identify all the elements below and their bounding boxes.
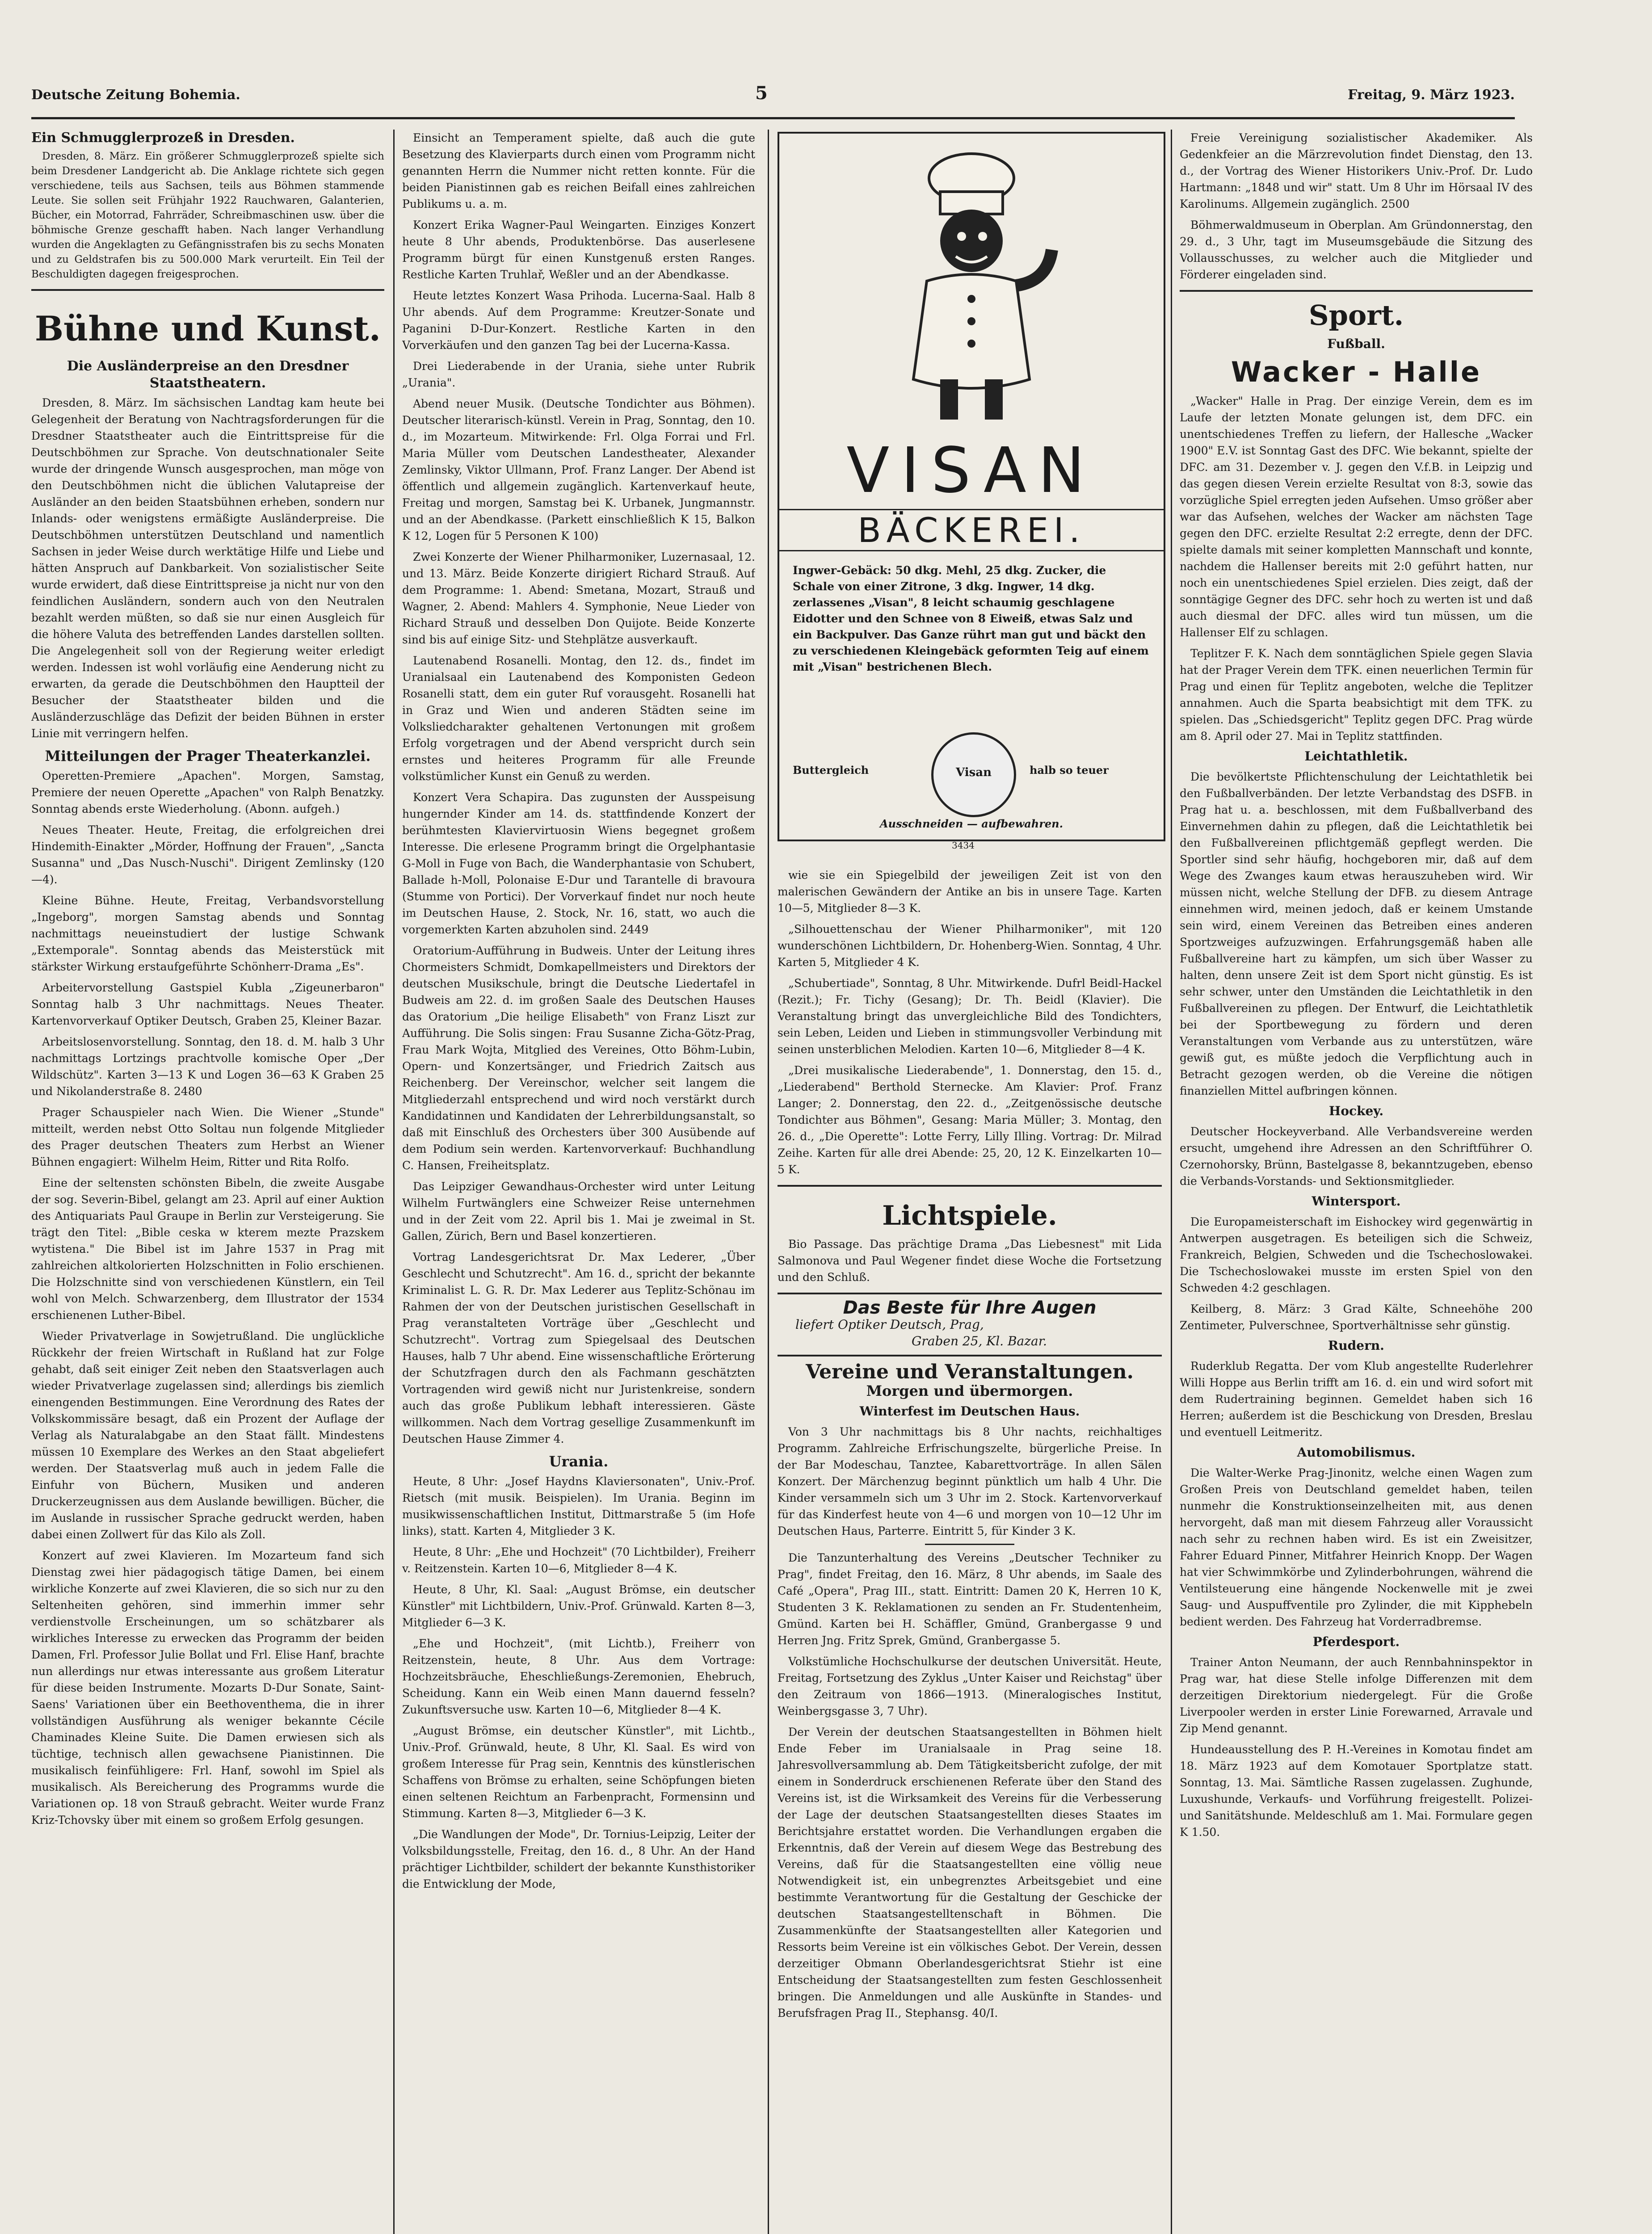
- section-title-buehne: Bühne und Kunst.: [34, 309, 381, 349]
- article-keilberg: Keilberg, 8. März: 3 Grad Kälte, Schneehöhe 200 Zentimeter, Pulverschnee, Sportverhältnisse sehr günstig.: [1180, 1302, 1533, 1332]
- headline-mitteilungen: Mitteilungen der Prager Theaterkanzlei.: [45, 747, 371, 764]
- urania-item-6: „Die Wandlungen der Mode", Dr. Tornius-Leipzig, Leiter der Volksbildungsstelle, Freitag, den 16. d., 8 Uhr. An der Hand prächtiger Lichtbilder, schildert der bekannte Kunsthistoriker die Entwicklung der Mode,: [402, 1828, 755, 1890]
- article-bibel: Eine der seltensten schönsten Bibeln, die zweite Ausgabe der sog. Severin-Bibel, gelangt am 23. April auf einer Auktion des Antiquariats Paul Graupe in Berlin zur Versteigerung. Sie trägt den Titel: „Bible ceska w kterem mezte Prazskem wytistena." Die Bibel ist im Jahre 1537 in Prag mit zahlreichen altkolorierten Holzschnitten in Folio erschienen. Die Holzschnitte sind von verschiedenen Künstlern, ein Teil wohl von Melch. Schwarzenberg, dem Illustrator der 1534 erschienenen Luther-Bibel.: [31, 1176, 384, 1322]
- article-konzert-klaviere: Konzert auf zwei Klavieren. Im Mozarteum fand sich Dienstag zwei hier pädagogisch tätige Damen, bei einem wirkliche Konzerte auf zwei Klavieren, die so sich nur zu den Seltenheiten gehören, sind immerhin immer sehr verdienstvolle Erscheinungen, um so schätzbarer als wirkliches Interesse zu erwecken das Programm der beiden Damen, Frl. Professor Julie Bollat und Frl. Elise Hanf, brachte nun allerdings nur etwas interessante aus großem Literatur für diese beiden Instrumente. Mozarts D-Dur Sonate, Saint-Saens' Variationen über ein Beethoventhema, die in ihrer vollständigen Ausführung als weniger bekannte Cécile Chaminades Kleine Suite. Die Damen erwiesen sich als tüchtige, technisch allen gewachsene Pianistinnen. Die musikalisch feinfühligere: Frl. Hanf, sowohl im Spiel als musikalisch. Als Bereicherung des Programms wurde die Variationen op. 18 von Strauß gebracht. Weiter wurde Franz Kriz-Tchovsky über mit einem so großem Erfolg gesungen.: [31, 1549, 384, 1827]
- section-title-lichtspiele: Lichtspiele.: [882, 1200, 1057, 1231]
- urania-item-1: Heute, 8 Uhr: „Josef Haydns Klaviersonaten", Univ.-Prof. Rietsch (mit musik. Beispielen). Im Urania. Beginn im musikwissenschaftlichen Institut, Dittmarstraße 5 (im Hofe links), statt. Karten 4, Mitglieder 3 K.: [402, 1475, 755, 1537]
- subheading-wintersport: Wintersport.: [1312, 1194, 1401, 1209]
- column-1: [31, 130, 384, 2234]
- optiker-line-2: Graben 25, Kl. Bazar.: [912, 1334, 1047, 1348]
- notice-akademiker: Freie Vereinigung sozialistischer Akademiker. Als Gedenkfeier an die Märzrevolution findet Dienstag, den 13. d., der Vortrag des Wiener Historikers Univ.-Prof. Dr. Ludo Hartmann: „1848 und wir" statt. Um 8 Uhr im Hörsaal IV des Karolinums. Allgemein zugänglich. 2500: [1180, 131, 1533, 210]
- article-rudern: Ruderklub Regatta. Der vom Klub angestellte Ruderlehrer Willi Hoppe aus Berlin trifft am 16. d. ein und wird sofort mit dem Rudertraining beginnen. Gemeldet haben sich 16 Herren; außerdem ist die Beschickung von Dresden, Breslau und eventuell Leitmeritz.: [1180, 1360, 1533, 1439]
- ad-slogan-right: halb so teuer: [1030, 764, 1109, 777]
- column-divider-3: [1171, 130, 1172, 2234]
- ad-title-baeckerei: BÄCKEREI.: [779, 509, 1164, 551]
- section-rule-sport: [1180, 290, 1533, 292]
- subheading-leichtathletik: Leichtathletik.: [1304, 749, 1408, 764]
- optiker-line-1: liefert Optiker Deutsch, Prag,: [795, 1317, 984, 1332]
- urania-item-5: „August Brömse, ein deutscher Künstler", mit Lichtb., Univ.-Prof. Grünwald, heute, 8 Uhr, Kl. Saal. Es wird von großem Interesse für Prag sein, Kenntnis des künstlerischen Schaffens von Brömse zu erhalten, seine Schöpfungen bieten einen seltenen Reichtum an Farbenpracht, Formensinn und Stimmung. Karten 8—3, Mitglieder 6—3 K.: [402, 1724, 755, 1820]
- ad-recipe: Ingwer-Gebäck: 50 dkg. Mehl, 25 dkg. Zucker, die Schale von einer Zitrone, 3 dkg. Ingwer, 14 dkg. zerlassenes „Visan", 8 leicht schaumig geschlagene Eidotter und den Schnee von 8 Eiweiß, etwas Salz und ein Backpulver. Das Ganze rührt man gut und bäckt den zu verschiedenen Kleingebäck geformten Teig auf einem mit „Visan" bestrichenen Blech.: [793, 564, 1149, 673]
- article-leichtathletik: Die bevölkertste Pflichtenschulung der Leichtathletik bei den Fußballverbänden. Der letzte Verbandstag des DSFB. in Prag hat u. a. beschlossen, mit dem Fußballverband des Einvernehmen dahin zu pflegen, daß die Leichtathletik bei den Fußballvereinen pflichtgemäß gepflegt werden. Die Sportler sind sehr häufig, hochgeboren mir, daß auf dem Wege des Zwanges kaum etwas herauszuheben wird. Wir müssen nicht, welche Stellung der DFB. zu diesem Antrage einnehmen wird, meinen jedoch, daß er keinem Umstande sein wird, einem Vereinen das Betreiben eines anderen Sportzweiges aufzuzwingen. Erfahrungsgemäß haben alle Fußballvereine hart zu kämpfen, um sich über Wasser zu halten, denn unsere Zeit ist dem Sport nicht günstig. Es ist sehr schwer, unter den Umständen die Leichtathletik in den Fußballvereinen zu pflegen. Der Entwurf, die Leichtathletik bei der Sportbewegung zu fördern und deren Veranstaltungen vom Verbande aus zu unterstützen, wäre gewiß gut, es müßte jedoch die Verpflichtung auch in Betracht gezogen werden, ob die Vereine die nötigen finanziellen Mittel aufbringen können.: [1180, 770, 1533, 1097]
- column-divider-2: [768, 130, 769, 2234]
- subheading-fussball: Fußball.: [1327, 336, 1385, 351]
- ad-slogan-left: Buttergleich: [793, 764, 869, 777]
- notice-neue-musik: Abend neuer Musik. (Deutsche Tondichter aus Böhmen). Deutscher literarisch-künstl. Verein in Prag, Sonntag, den 10. d., im Mozarteum. Mitwirkende: Frl. Olga Forrai und Frl. Maria Müller vom Deutschen Landestheater, Alexander Zemlinsky, Viktor Ullmann, Prof. Franz Langer. Der Abend ist öffentlich und allgemein zugänglich. Kartenverkauf heute, Freitag und morgen, Samstag bei K. Urbanek, Jungmannstr. und an der Abendkasse. (Parkett einschließlich K 15, Balkon K 12, Logen für 5 Personen K 100): [402, 397, 755, 542]
- column-4: [1180, 130, 1533, 2234]
- notice-winterfest: Von 3 Uhr nachmittags bis 8 Uhr nachts, reichhaltiges Programm. Zahlreiche Erfrischungszelte, bürgerliche Preise. In der Bar Modeschau, Tanztee, Kabarettvorträge. In allen Sälen Konzert. Der Märchenzug beginnt pünktlich um halb 4 Uhr. Die Kinder versammeln sich um 3 Uhr im 2. Stock. Kartenvorverkauf für das Kinderfest heute von 4—6 und morgen von 10—12 Uhr im Deutschen Haus, Parterre. Eintritt 5, für Kinder 3 K.: [778, 1425, 1162, 1537]
- notice-hochschulkurse: Volkstümliche Hochschulkurse der deutschen Universität. Heute, Freitag, Fortsetzung des Zyklus „Unter Kaiser und Reichstag" über den Zeitraum von 1866—1913. (Mineralogisches Institut, Weinbergsgasse 3, 7 Uhr).: [778, 1655, 1162, 1717]
- subheading-hockey: Hockey.: [1328, 1104, 1384, 1118]
- section-rule: [31, 289, 384, 291]
- notice-tanzunterhaltung: Die Tanzunterhaltung des Vereins „Deutscher Techniker zu Prag", findet Freitag, den 16. März, 8 Uhr abends, im Saale des Café „Opera", Prag III., statt. Eintritt: Damen 20 K, Herren 10 K, Studenten 3 K. Reklamationen zu senden an Fr. Studentenheim, Gmünd. Karten bei H. Schäffler, Gmünd, Granbergasse 9 und Herren Jng. Fritz Sprek, Gmünd, Granbergasse 5.: [778, 1551, 1162, 1647]
- optiker-headline: Das Beste für Ihre Augen: [843, 1298, 1097, 1318]
- section-title-sport: Sport.: [1308, 299, 1404, 332]
- article-schmuggel: Dresden, 8. März. Ein größerer Schmugglerprozeß spielte sich beim Dresdener Landgericht ab. Die Anklage richtete sich gegen verschiedene, teils aus Sachsen, teils aus Böhmen stammende Leute. Sie sollen seit Frühjahr 1922 Rauchwaren, Galanterien, Bücher, ein Motorrad, Fahrräder, Schreibmaschinen usw. über die böhmische Grenze geschafft haben. Nach langer Verhandlung wurden die Angeklagten zu Gefängnisstrafen bis zu sechs Monaten und zu Geldstrafen bis zu 500.000 Mark verurteilt. Ein Teil der Beschuldigten dagegen freigesprochen.: [31, 151, 384, 280]
- notice-staatsangestellte: Der Verein der deutschen Staatsangestellten in Böhmen hielt Ende Feber im Uranialsaale in Prag seine 18. Jahresvollversammlung ab. Dem Tätigkeitsbericht zufolge, der mit einem in Sonderdruck erschienenen Referate über den Stand des Vereins ist, ist die Wirksamkeit des Vereins für die Verbesserung der Lage der deutschen Staatsangestellten dieses Staates im Berichtsjahre erstattet worden. Die Verhandlungen ergaben die Erkenntnis, daß der Verein auf diesem Wege das Bestrebung des Vereins, daß für die Staatsangestellten eine völlig neue Notwendigkeit ist, ein unbegrenztes Arbeitsgebiet und eine bestimmte Verantwortung für die Gestaltung der Geschicke der deutschen Staatsangestelltenschaft in Böhmen. Die Zusammenkünfte der Staatsangestellten aller Kategorien und Ressorts beim Vereine ist ein völkisches Gebot. Der Verein, dessen derzeitiger Obmann Oberlandesgerichtsrat Stiehr ist eine Entscheidung der Staatsangestellten zum festen Geschlossenheit bringen. Die Anmeldungen und alle Auskünfte in Standes- und Berufsfragen Prag II., Stephansg. 40/I.: [778, 1726, 1162, 2020]
- page-header: [31, 83, 1515, 109]
- ad-number: 3434: [952, 840, 975, 851]
- optiker-advertisement: [778, 1293, 1162, 1356]
- urania-item-2: Heute, 8 Uhr: „Ehe und Hochzeit" (70 Lichtbilder), Freiherr v. Reitzenstein. Karten 10—6, Mitglieder 8—4 K.: [402, 1545, 755, 1575]
- article-wacker: „Wacker" Halle in Prag. Der einzige Verein, dem es im Laufe der letzten Monate gelungen ist, dem DFC. ein unentschiedenes Treffen zu liefern, der Hallesche „Wacker 1900" E.V. ist Sonntag Gast des DFC. Wie bekannt, spielte der DFC. am 31. Dezember v. J. gegen den V.f.B. in Leipzig und das gegen diesen Verein erzielte Resultat von 8:3, sowie das vorzügliche Spiel erregten jeden Aufsehen. Umso größer aber war das Aufsehen, welches der Wacker am nächsten Tage gegen den DFC. erzielte Resultat 2:2 erregte, denn der DFC. spielte damals mit seiner kompletten Mannschaft und konnte, nachdem die Hallenser bereits mit 2:0 geführt hatten, nur noch ein unentschiedenes Spiel erzielen. Dies zeigt, daß der sonntägige Gegner des DFC. sehr hoch zu werten ist und daß auch diesmal der DFC. alles wird tun müssen, um die Hallenser Elf zu schlagen.: [1180, 395, 1533, 639]
- headline-urania: Urania.: [549, 1453, 609, 1470]
- notice-neues-theater: Neues Theater. Heute, Freitag, die erfolgreichen drei Hindemith-Einakter „Mörder, Hoffnung der Frauen", „Sancta Susanna" und „Das Nusch-Nuschi". Dirigent Zemlinsky (120—4).: [31, 823, 384, 886]
- section-rule-kino: [778, 1185, 1162, 1187]
- notice-silhouettenschau: „Silhouettenschau der Wiener Philharmoniker", mit 120 wunderschönen Lichtbildern, Dr. Hohenberg-Wien. Sonntag, 4 Uhr. Karten 5, Mitglieder 4 K.: [778, 923, 1162, 969]
- issue-date: Freitag, 9. März 1923.: [1348, 87, 1515, 103]
- article-hundeausstellung: Hundeausstellung des P. H.-Vereines in Komotau findet am 18. März 1923 auf dem Komotauer Sportplatze statt. Sonntag, 13. Mai. Sämtliche Rassen zugelassen. Zughunde, Luxushunde, Verkaufs- und Vorführung freigestellt. Polizei- und Sanitätshunde. Meldeschluß am 1. Mai. Formulare gegen K 1.50.: [1180, 1743, 1533, 1839]
- notice-oratorium: Oratorium-Aufführung in Budweis. Unter der Leitung ihres Chormeisters Schmidt, Domkapellmeisters und Direktors der deutschen Musikschule, bringt die Deutsche Liedertafel in Budweis am 22. d. im großen Saale des Deutschen Hauses das Oratorium „Die heilige Elisabeth" von Franz Liszt zur Aufführung. Die Solis singen: Frau Susanne Zicha-Götz-Prag, Frau Mark Wojta, Mitglied des Vereines, Otto Böhm-Lubin, Opern- und Konzertsänger, und Friedrich Zaitsch aus Reichenberg. Der Vereinschor, welcher seit langem die Mitgliederzahl entsprechend und wird noch verstärkt durch Kandidatinnen und Kandidaten der Lehrerbildungsanstalt, so daß mit Einschluß des Orchesters über 300 Ausübende auf dem Podium sein werden. Kartenvorverkauf: Buchhandlung C. Hansen, Freiheitsplatz.: [402, 944, 755, 1172]
- urania-item-4: „Ehe und Hochzeit", (mit Lichtb.), Freiherr von Reitzenstein, heute, 8 Uhr. Aus dem Vortrage: Hochzeitsbräuche, Eheschließungs-Zeremonien, Ehebruch, Scheidung. Kann ein Weib einen Mann dauernd fesseln? Zukunftsversuche usw. Karten 10—6, Mitglieder 8—4 K.: [402, 1637, 755, 1716]
- notice-arbeitslosen: Arbeitslosenvorstellung. Sonntag, den 18. d. M. halb 3 Uhr nachmittags Lortzings prachtvolle komische Oper „Der Wildschütz". Karten 3—13 K und Logen 36—63 K Graben 25 und Nikolanderstraße 8. 2480: [31, 1035, 384, 1098]
- notice-schubertiade: „Schubertiade", Sonntag, 8 Uhr. Mitwirkende. Dufrl Beidl-Hackel (Rezit.); Fr. Tichy (Gesang); Dr. Th. Beidl (Klavier). Die Veranstaltung bringt das unvergleichliche Bild des Tondichters, sein Leben, Leiden und Lieben in stimmungsvoller Verbindung mit seinen unsterblichen Melodien. Karten 10—6, Mitglieder 8—4 K.: [778, 977, 1162, 1056]
- notice-vortrag-lederer: Vortrag Landesgerichtsrat Dr. Max Lederer, „Über Geschlecht und Schutzrecht". Am 16. d., spricht der bekannte Kriminalist L. G. R. Dr. Max Lederer aus Teplitz-Schönau im Rahmen der von der Deutschen juristischen Gesellschaft in Prag veranstalteten Vorträge über „Geschlecht und Schutzrecht". Vortrag zum Spiegelsaal des Deutschen Hauses, halb 7 Uhr abend. Eine wissenschaftliche Erörterung der Schutzfragen durch den als Fachmann geschätzten Vortragenden wird gewiß nicht nur Juristenkreise, sondern auch das große Publikum lebhaft interessieren. Gäste willkommen. Nach dem Vortrag gesellige Zusammenkunft im Deutschen Hause Zimmer 4.: [402, 1251, 755, 1445]
- article-hockey: Deutscher Hockeyverband. Alle Verbandsvereine werden ersucht, umgehend ihre Adressen an den Schriftführer O. Czernohorsky, Brünn, Bastelgasse 8, bekanntzugeben, ebenso die Verbands-Vorstands- und Sektionsmitglieder.: [1180, 1125, 1533, 1188]
- article-auslaender: Dresden, 8. März. Im sächsischen Landtag kam heute bei Gelegenheit der Beratung von Nachtragsforderungen für die Dresdner Staatstheater auch die Eintrittspreise für die Deutschböhmen zur Sprache. Von deutschnationaler Seite wurde der dringende Wunsch ausgesprochen, man möge von den Deutschböhmen nicht die üblichen Valutapreise der Ausländer an den beiden Staatsbühnen erheben, sondern nur Inlands- oder wenigstens ermäßigte Ausländerpreise. Die Deutschböhmen unterstützen Deutschland und namentlich Sachsen in jeder Weise durch werktätige Hilfe und Liebe und hätten Anspruch auf Dankbarkeit. Von sozialistischer Seite wurde erwidert, daß diese Eintrittspreise ja nicht nur von den feindlichen Ausländern, sondern auch von den Neutralen bezahlt werden müßten, so daß sie nur einen Ausgleich für die höhere Valuta des betreffenden Landes darstellen sollten. Die Angelegenheit soll von der Regierung weiter erledigt werden. Indessen ist wohl vorläufig eine Aenderung nicht zu erwarten, da gerade die Deutschböhmen den Hauptteil der Besucher der Staatstheater bilden und die Ausländerzuschläge das Defizit der beiden Bühnen in erster Linie mit verringern helfen.: [31, 396, 384, 740]
- notice-kleine-buehne: Kleine Bühne. Heute, Freitag, Verbandsvorstellung „Ingeborg", morgen Samstag abends und Sonntag nachmittags neueinstudiert der lustige Schwank „Extemporale". Sonntag abends das Meisterstück mit stärkster Wirkung erstaufgeführte Schönherr-Drama „Es".: [31, 894, 384, 973]
- column-divider-1: [393, 130, 395, 2234]
- notice-gewandhaus: Das Leipziger Gewandhaus-Orchester wird unter Leitung Wilhelm Furtwänglers eine Schweizer Reise unternehmen und in der Zeit vom 22. April bis 1. Mai je zweimal in St. Gallen, Zürich, Bern und Basel konzertieren.: [402, 1180, 755, 1243]
- notice-konzert-wagner: Konzert Erika Wagner-Paul Weingarten. Einziges Konzert heute 8 Uhr abends, Produktenbörse. Das auserlesene Programm bürgt für einen Kunstgenuß ersten Ranges. Restliche Karten Truhlař, Weßler und an der Abendkasse.: [402, 218, 755, 281]
- urania-item-3: Heute, 8 Uhr, Kl. Saal: „August Brömse, ein deutscher Künstler" mit Lichtbildern, Univ.-Prof. Grünwald. Karten 8—3, Mitglieder 6—3 K.: [402, 1583, 755, 1629]
- article-continued: Einsicht an Temperament spielte, daß auch die gute Besetzung des Klavierparts durch einen vom Programm nicht genannten Herrn die Nummer nicht retten konnte. Für die beiden Pianistinnen gab es reichen Beifall eines zahlreichen Publikums u. a. m.: [402, 131, 755, 210]
- article-automobilismus: Die Walter-Werke Prag-Jinonitz, welche einen Wagen zum Großen Preis von Deutschland gemeldet haben, teilen nunmehr die Konstruktionseinzelheiten mit, aus denen hervorgeht, daß man mit diesem Fahrzeug aller Voraussicht nach sehr zu rechnen haben wird. Es ist ein Zweisitzer, Fahrer Eduard Pinner, Mitfahrer Heinrich Knopp. Der Wagen hat vier Schwimmkörbe und Zylinderbohrungen, während die Ventilsteuerung eine hängende Nockenwelle mit je zwei Saug- und Auspuffventile pro Zylinder, die mit Kipphebeln bedient werden. Des Fahrzeug hat Vorderradbremse.: [1180, 1466, 1533, 1628]
- subheading-pferdesport: Pferdesport.: [1312, 1634, 1400, 1649]
- subheading-rudern: Rudern.: [1328, 1338, 1384, 1353]
- notice-liederabende: Drei Liederabende in der Urania, siehe unter Rubrik „Urania".: [402, 360, 755, 389]
- ad-cut-note: Ausschneiden — aufbewahren.: [880, 817, 1063, 830]
- column-2: [402, 130, 755, 2234]
- headline-wacker-halle: Wacker - Halle: [1231, 356, 1482, 388]
- column-3: [778, 130, 1162, 2234]
- subheading-winterfest: Winterfest im Deutschen Haus.: [859, 1404, 1080, 1419]
- notice-prihoda: Heute letztes Konzert Wasa Prihoda. Lucerna-Saal. Halb 8 Uhr abends. Auf dem Programme: Kreutzer-Sonate und Paganini D-Dur-Konzert. Restliche Karten in den Vorverkäufen und den ganzen Tag bei der Lucerna-Kassa.: [402, 289, 755, 352]
- column-3-text: [778, 867, 1162, 2026]
- notice-lautenabend: Lautenabend Rosanelli. Montag, den 12. ds., findet im Uranialsaal ein Lautenabend des Komponisten Gedeon Rosanelli statt, dem ein guter Ruf vorausgeht. Rosanelli hat in Graz und Wien und anderen Städten seine im Volksliedcharakter gehaltenen Vertonungen mit großem Erfolg vorgetragen und der Abend verspricht durch sein ernstes und heiteres Programm für alle Freunde volkstümlicher Kunst ein Genuß zu werden.: [402, 654, 755, 783]
- notice-prager-schauspieler: Prager Schauspieler nach Wien. Die Wiener „Stunde" mitteilt, werden nebst Otto Soltau nun folgende Mitglieder des Prager deutschen Theaters zum Herbst an Wiener Bühnen engagiert: Wilhelm Heim, Ritter und Rita Rolfo.: [31, 1106, 384, 1168]
- ad-brand-visan: VISAN: [846, 434, 1097, 507]
- headline-auslaender: Die Ausländerpreise an den Dresdner Staatstheatern.: [67, 358, 349, 391]
- article-eishockey: Die Europameisterschaft im Eishockey wird gegenwärtig in Antwerpen ausgetragen. Es beteiligen sich die Schweiz, Frankreich, Belgien, Schweden und die Tschechoslowakei. Die Tschechoslowakei musste im ersten Spiel von den Schweden 4:2 geschlagen.: [1180, 1215, 1533, 1294]
- headline-schmuggel: Ein Schmugglerprozeß in Dresden.: [31, 130, 295, 146]
- urania-continued: wie sie ein Spiegelbild der jeweiligen Zeit ist von den malerischen Gewändern der Antike an bis in unsere Tage. Karten 10—5, Mitglieder 8—3 K.: [778, 869, 1162, 915]
- divider-short: [925, 1544, 1014, 1545]
- header-rule: [31, 117, 1515, 119]
- notice-philharmoniker: Zwei Konzerte der Wiener Philharmoniker, Luzernasaal, 12. und 13. März. Beide Konzerte dirigiert Richard Strauß. Auf dem Programme: 1. Abend: Smetana, Mozart, Strauß und Wagner, 2. Abend: Mahlers 4. Symphonie, Neue Lieder von Richard Strauß und desselben Don Quijote. Beide Konzerte sind bis auf einige Sitz- und Stehplätze ausverkauft.: [402, 550, 755, 646]
- section-title-vereine: Vereine und Veranstaltungen.: [806, 1361, 1134, 1383]
- article-pferdesport: Trainer Anton Neumann, der auch Rennbahninspektor in Prag war, hat diese Stelle infolge Differenzen mit dem derzeitigen Direktorium niedergelegt. Für die Große Liverpooler werden in erster Linie Forewarned, Arravale und Zip Mend genannt.: [1180, 1656, 1533, 1735]
- notice-drei-liederabende: „Drei musikalische Liederabende", 1. Donnerstag, den 15. d., „Liederabend" Berthold Sternecke. Am Klavier: Prof. Franz Langer; 2. Donnerstag, den 22. d., „Zeitgenössische deutsche Tondichter aus Böhmen", Gesang: Maria Müller; 3. Montag, den 26. d., „Die Operette": Lotte Ferry, Lilly Illing. Vortrag: Dr. Milrad Zeihe. Karten für alle drei Abende: 25, 20, 12 K. Einzelkarten 10—5 K.: [778, 1064, 1162, 1176]
- notice-schapira: Konzert Vera Schapira. Das zugunsten der Ausspeisung hungernder Kinder am 14. ds. stattfindende Konzert der berühmtesten Klaviervirtuosin Wiens begegnet großem Interesse. Die erlesene Programm bringt die Orgelphantasie G-Moll in Fuge von Bach, die Wanderphantasie von Schubert, Ballade h-Moll, Polonaise E-Dur und Tarantelle di bravoura (Stumme von Portici). Der Vorverkauf findet nur noch heute im Deutschen Hause, 2. Stock, Nr. 16, statt, wo auch die vorgemerkten Karten abzuholen sind. 2449: [402, 791, 755, 936]
- article-privatverlage: Wieder Privatverlage in Sowjetrußland. Die unglückliche Rückkehr der freien Wirtschaft in Rußland hat zur Folge gehabt, daß seit einiger Zeit neben den Staatsverlagen auch wieder Privatverlage zugelassen sind; allerdings bis ziemlich einengenden Bestimmungen. Eine Verordnung des Rates der Volkskommissäre besagt, daß ein Prozent der Auflage der Verlag als Naturalabgabe an den Staat fällt. Mindestens müssen 10 Exemplare des Werkes an den Staat abgeliefert werden. Der Staatsverlag muß auch in jedem Falle die Einfuhr von Büchern, Musiken und anderen Druckerzeugnissen aus dem Auslande bewilligen. Bücher, die im Auslande in russischer Sprache gedruckt werden, haben dabei einen Zollwert für das Kilo als Zoll.: [31, 1330, 384, 1541]
- ad-seal-label: Visan: [956, 766, 992, 779]
- subheading-morgen: Morgen und übermorgen.: [866, 1382, 1073, 1399]
- notice-bio-passage: Bio Passage. Das prächtige Drama „Das Liebesnest" mit Lida Salmonova und Paul Wegener findet diese Woche die Fortsetzung und den Schluß.: [778, 1238, 1162, 1284]
- article-teplitzer: Teplitzer F. K. Nach dem sonntäglichen Spiele gegen Slavia hat der Prager Verein dem TFK. einen neuerlichen Termin für Prag und einen für Teplitz angeboten, welche die Teplitzer annahmen. Auch die Sparta beabsichtigt mit dem TFK. zu spielen. Das „Schiedsgericht" Teplitz gegen DFC. Prag würde am 8. April oder 27. Mai in Teplitz stattfinden.: [1180, 647, 1533, 743]
- notice-operette: Operetten-Premiere „Apachen". Morgen, Samstag, Premiere der neuen Operette „Apachen" von Ralph Benatzky. Sonntag abends erste Wiederholung. (Abonn. aufgeh.): [31, 769, 384, 815]
- notice-boehmerwaldmuseum: Böhmerwaldmuseum in Oberplan. Am Gründonnerstag, den 29. d., 3 Uhr, tagt im Museumsgebäude die Sitzung des Vollausschusses, zu welcher auch die Mitglieder und Förderer eingeladen sind.: [1180, 218, 1533, 281]
- masthead-title: Deutsche Zeitung Bohemia.: [31, 87, 240, 103]
- notice-arbeitervorstellung: Arbeitervorstellung Gastspiel Kubla „Zigeunerbaron" Sonntag halb 3 Uhr nachmittags. Neues Theater. Kartenvorverkauf Optiker Deutsch, Graben 25, Kleiner Bazar.: [31, 981, 384, 1027]
- subheading-automobilismus: Automobilismus.: [1297, 1445, 1416, 1460]
- page-number: 5: [755, 83, 768, 104]
